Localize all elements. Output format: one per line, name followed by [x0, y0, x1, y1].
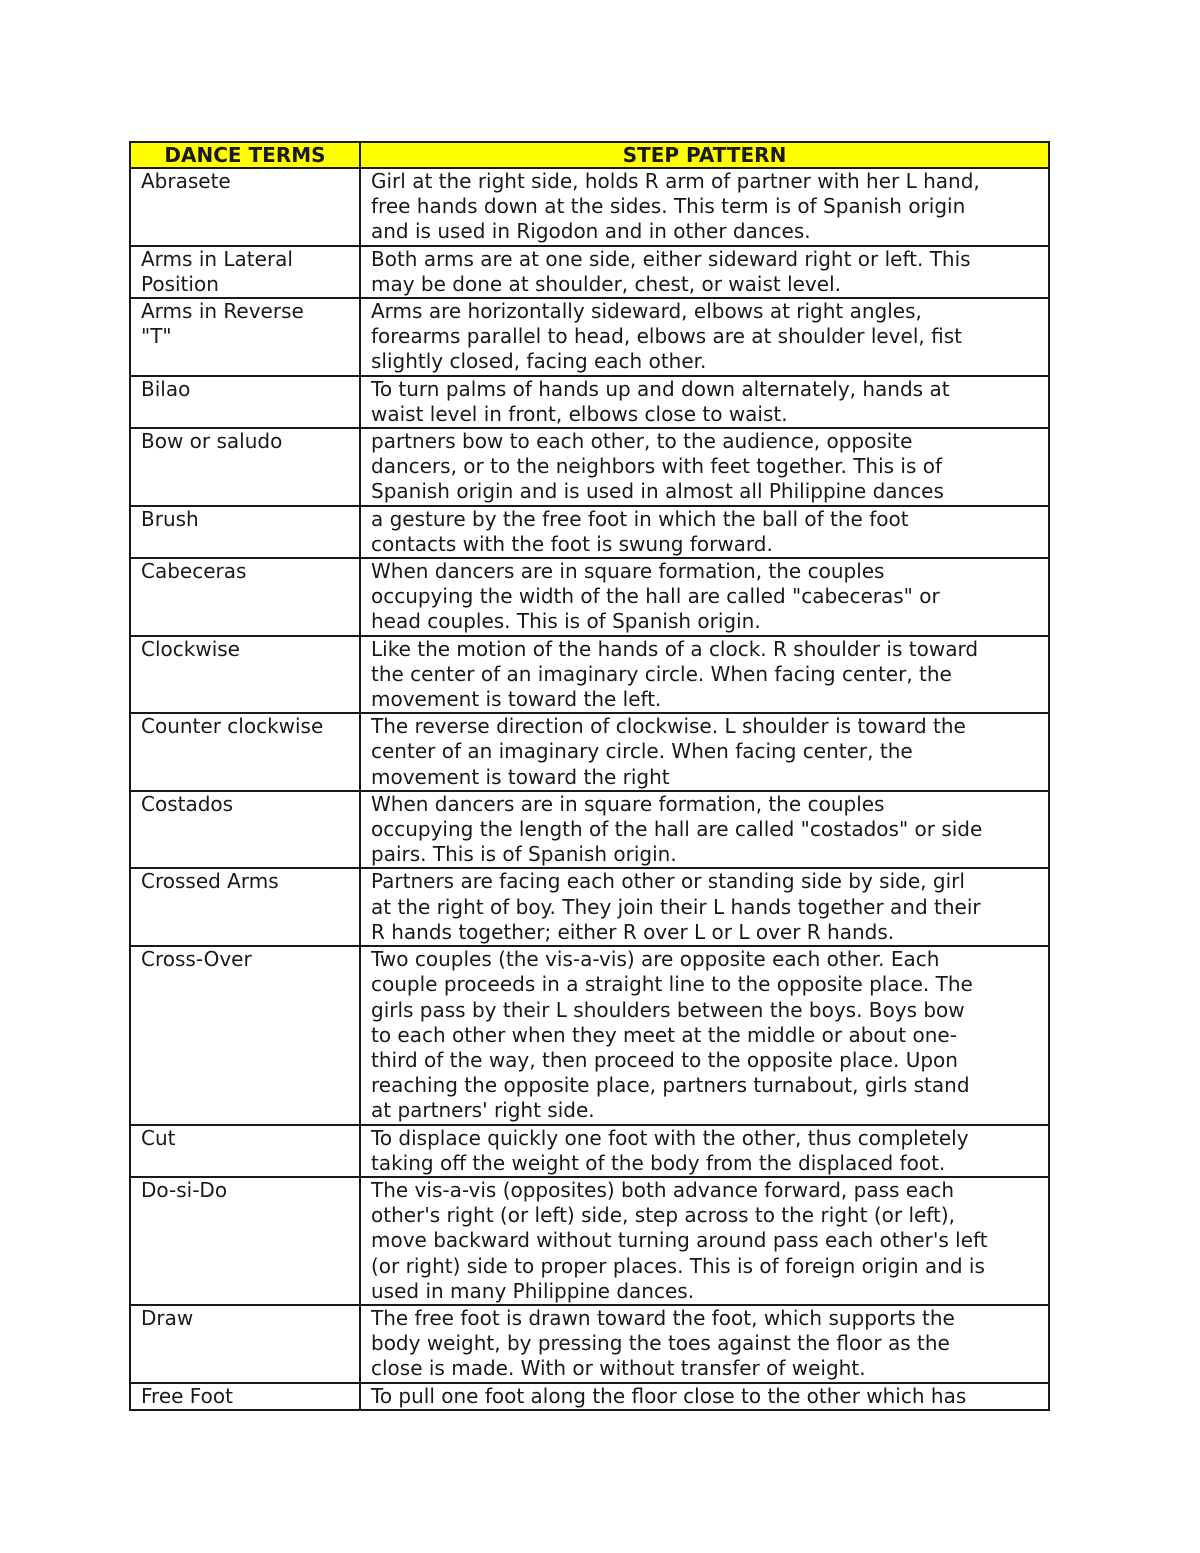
term-cell: Clockwise	[130, 636, 360, 714]
table-header-row	[130, 142, 1049, 168]
table-row	[130, 376, 1049, 428]
dance-terms-table	[129, 141, 1050, 1411]
pattern-cell: When dancers are in square formation, the couples occupying the width of the hall are called "cabeceras" or head couples. This is of Spanish origin.	[360, 558, 1049, 636]
table-row	[130, 428, 1049, 506]
term-cell: Counter clockwise	[130, 713, 360, 791]
term-cell: Arms in Lateral Position	[130, 246, 360, 298]
table-row	[130, 558, 1049, 636]
pattern-cell: To displace quickly one foot with the other, thus completely taking off the weight of the body from the displaced foot.	[360, 1125, 1049, 1177]
pattern-cell: partners bow to each other, to the audience, opposite dancers, or to the neighbors with feet together. This is of Spanish origin and is used in almost all Philippine dances	[360, 428, 1049, 506]
term-cell: Abrasete	[130, 168, 360, 246]
term-cell: Arms in Reverse "T"	[130, 298, 360, 376]
pattern-cell: Two couples (the vis-a-vis) are opposite each other. Each couple proceeds in a straight line to the opposite place. The girls pass by their L shoulders between the boys. Boys bow to each other when they meet at the middle or about one- third of the way, then proceed to the opposite place. Upon reaching the opposite place, partners turnabout, girls stand at partners' right side.	[360, 946, 1049, 1124]
pattern-cell: The reverse direction of clockwise. L shoulder is toward the center of an imaginary circle. When facing center, the movement is toward the right	[360, 713, 1049, 791]
table-row	[130, 1125, 1049, 1177]
table-row	[130, 868, 1049, 946]
table-row	[130, 636, 1049, 714]
pattern-cell: Girl at the right side, holds R arm of partner with her L hand, free hands down at the sides. This term is of Spanish origin and is used in Rigodon and in other dances.	[360, 168, 1049, 246]
term-cell: Draw	[130, 1305, 360, 1383]
term-cell: Crossed Arms	[130, 868, 360, 946]
table-body	[130, 168, 1049, 1410]
pattern-cell: a gesture by the free foot in which the ball of the foot contacts with the foot is swung forward.	[360, 506, 1049, 558]
pattern-cell: Arms are horizontally sideward, elbows at right angles, forearms parallel to head, elbows are at shoulder level, fist slightly closed, facing each other.	[360, 298, 1049, 376]
term-cell: Costados	[130, 791, 360, 869]
header-step-pattern: STEP PATTERN	[360, 142, 1049, 168]
term-cell: Cabeceras	[130, 558, 360, 636]
table-row	[130, 1305, 1049, 1383]
term-cell: Brush	[130, 506, 360, 558]
table-row	[130, 1177, 1049, 1305]
pattern-cell: When dancers are in square formation, the couples occupying the length of the hall are called "costados" or side pairs. This is of Spanish origin.	[360, 791, 1049, 869]
document-page	[129, 141, 1048, 1411]
table-row	[130, 946, 1049, 1124]
term-cell: Free Foot	[130, 1383, 360, 1410]
pattern-cell: To turn palms of hands up and down alternately, hands at waist level in front, elbows close to waist.	[360, 376, 1049, 428]
table-row	[130, 246, 1049, 298]
pattern-cell: The free foot is drawn toward the foot, which supports the body weight, by pressing the toes against the floor as the close is made. With or without transfer of weight.	[360, 1305, 1049, 1383]
table-row	[130, 506, 1049, 558]
table-row	[130, 1383, 1049, 1410]
table-row	[130, 713, 1049, 791]
pattern-cell: Partners are facing each other or standing side by side, girl at the right of boy. They join their L hands together and their R hands together; either R over L or L over R hands.	[360, 868, 1049, 946]
term-cell: Bilao	[130, 376, 360, 428]
pattern-cell: Both arms are at one side, either sideward right or left. This may be done at shoulder, chest, or waist level.	[360, 246, 1049, 298]
term-cell: Do-si-Do	[130, 1177, 360, 1305]
pattern-cell: To pull one foot along the floor close to the other which has	[360, 1383, 1049, 1410]
header-dance-terms: DANCE TERMS	[130, 142, 360, 168]
pattern-cell: Like the motion of the hands of a clock. R shoulder is toward the center of an imaginary circle. When facing center, the movement is toward the left.	[360, 636, 1049, 714]
pattern-cell: The vis-a-vis (opposites) both advance forward, pass each other's right (or left) side, step across to the right (or left), move backward without turning around pass each other's left (or right) side to proper places. This is of foreign origin and is used in many Philippine dances.	[360, 1177, 1049, 1305]
table-row	[130, 168, 1049, 246]
term-cell: Bow or saludo	[130, 428, 360, 506]
table-row	[130, 791, 1049, 869]
term-cell: Cross-Over	[130, 946, 360, 1124]
term-cell: Cut	[130, 1125, 360, 1177]
table-row	[130, 298, 1049, 376]
